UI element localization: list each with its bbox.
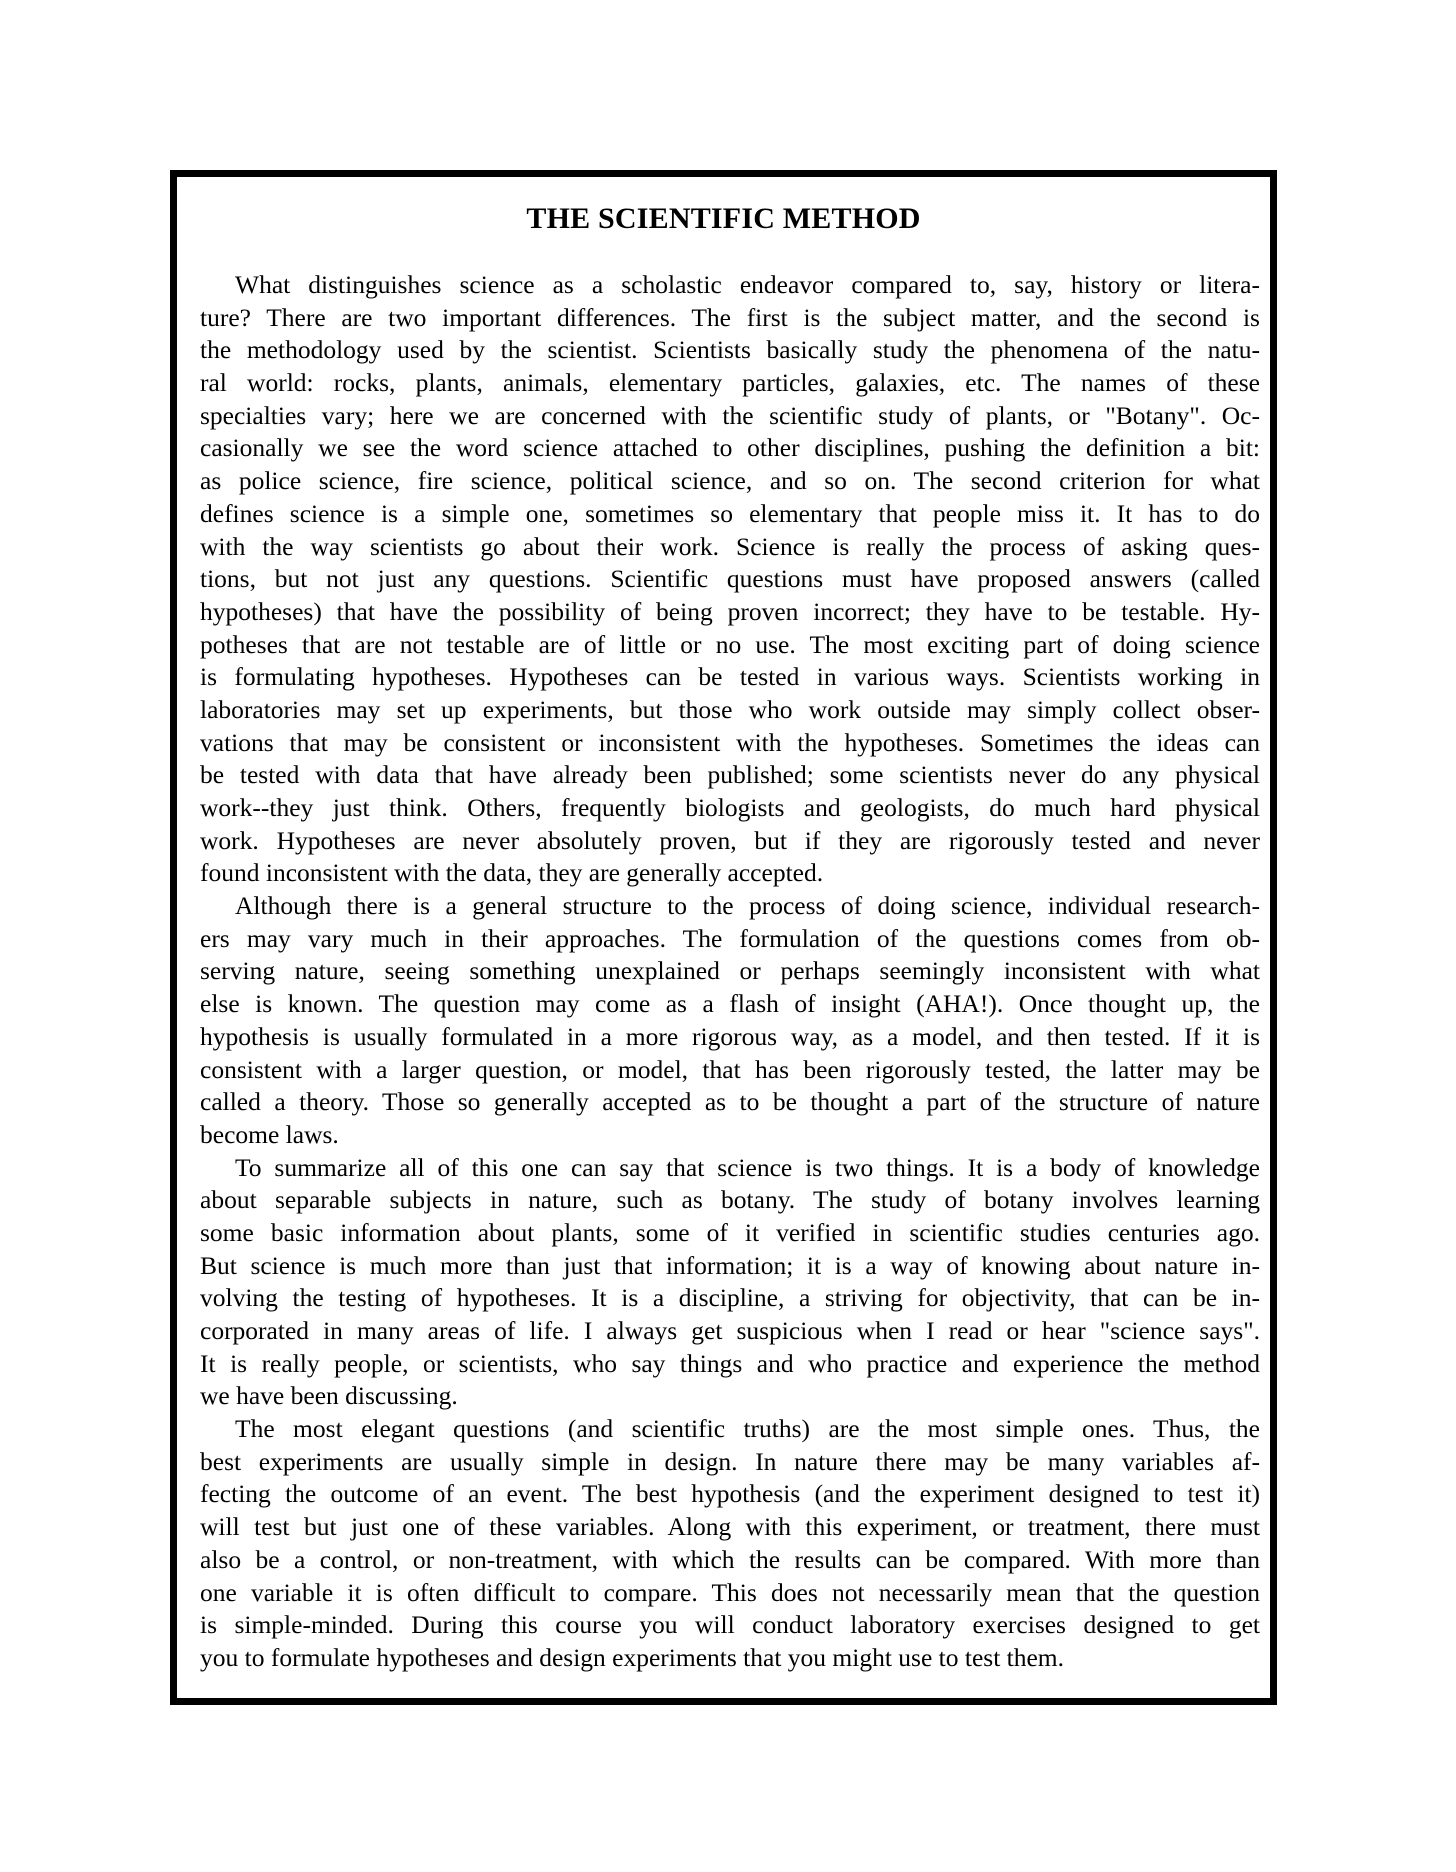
text-line: called a theory. Those so generally accepted as to be thought a part of the structure of nature [200, 1087, 1260, 1117]
text-line: defines science is a simple one, sometimes so elementary that people miss it. It has to do [200, 498, 1260, 528]
text-line: hypotheses) that have the possibility of being proven incorrect; they have to be testable. Hy- [200, 596, 1260, 626]
text-line: What distinguishes science as a scholastic endeavor compared to, say, history or litera- [235, 270, 1260, 299]
text-line: is simple-minded. During this course you will conduct laboratory exercises designed to get [200, 1610, 1260, 1640]
page-border-box [170, 170, 1277, 1705]
text-line: else is known. The question may come as a flash of insight (AHA!). Once thought up, the [200, 989, 1260, 1019]
paragraph [200, 269, 1260, 890]
text-line: some basic information about plants, some of it verified in scientific studies centuries ago. [200, 1217, 1260, 1247]
text-line: vations that may be consistent or inconsistent with the hypotheses. Sometimes the ideas can [200, 727, 1260, 757]
text-line: one variable it is often difficult to compare. This does not necessarily mean that the question [200, 1577, 1260, 1607]
paragraph [200, 890, 1260, 1152]
body-text [200, 269, 1260, 1675]
text-line: tions, but not just any questions. Scientific questions must have proposed answers (called [200, 564, 1260, 594]
text-line: potheses that are not testable are of little or no use. The most exciting part of doing science [200, 629, 1260, 659]
text-line: best experiments are usually simple in design. In nature there may be many variables af- [200, 1446, 1260, 1476]
text-line: be tested with data that have already been published; some scientists never do any physical [200, 760, 1260, 790]
text-line: you to formulate hypotheses and design experiments that you might use to test them. [200, 1642, 1065, 1672]
text-line: Although there is a general structure to the process of doing science, individual research- [235, 891, 1260, 921]
text-line: also be a control, or non-treatment, with which the results can be compared. With more than [200, 1544, 1260, 1574]
text-line: found inconsistent with the data, they are generally accepted. [200, 858, 824, 888]
text-line: serving nature, seeing something unexplained or perhaps seemingly inconsistent with what [200, 956, 1260, 986]
page-title: THE SCIENTIFIC METHOD [526, 202, 921, 235]
text-line: specialties vary; here we are concerned with the scientific study of plants, or "Botany". Oc- [200, 400, 1260, 430]
text-line: about separable subjects in nature, such as botany. The study of botany involves learning [200, 1185, 1260, 1215]
paragraph [200, 1152, 1260, 1414]
text-line: casionally we see the word science attached to other disciplines, pushing the definition a bit: [200, 433, 1260, 463]
text-line: become laws. [200, 1119, 339, 1149]
text-line: will test but just one of these variables. Along with this experiment, or treatment, there must [200, 1512, 1260, 1542]
text-line: volving the testing of hypotheses. It is a discipline, a striving for objectivity, that can be in- [200, 1283, 1260, 1313]
text-line: ers may vary much in their approaches. The formulation of the questions comes from ob- [200, 923, 1260, 953]
text-line: work--they just think. Others, frequently biologists and geologists, do much hard physical [200, 793, 1260, 822]
text-line: with the way scientists go about their work. Science is really the process of asking ques- [200, 531, 1260, 561]
text-line: It is really people, or scientists, who say things and who practice and experience the method [200, 1348, 1260, 1378]
text-line: ral world: rocks, plants, animals, elementary particles, galaxies, etc. The names of these [200, 368, 1260, 398]
text-line: The most elegant questions (and scientific truths) are the most simple ones. Thus, the [235, 1414, 1260, 1444]
text-line: ture? There are two important differences. The first is the subject matter, and the second is [200, 302, 1260, 332]
text-line: we have been discussing. [200, 1381, 458, 1411]
text-line: fecting the outcome of an event. The best hypothesis (and the experiment designed to test it) [200, 1479, 1260, 1509]
text-line: But science is much more than just that information; it is a way of knowing about nature in- [200, 1250, 1260, 1280]
text-line: work. Hypotheses are never absolutely proven, but if they are rigorously tested and never [200, 825, 1260, 855]
text-line: laboratories may set up experiments, but those who work outside may simply collect obser- [200, 694, 1260, 724]
text-line: the methodology used by the scientist. Scientists basically study the phenomena of the natu- [200, 335, 1260, 365]
text-line: is formulating hypotheses. Hypotheses can be tested in various ways. Scientists working in [200, 662, 1260, 692]
text-line: To summarize all of this one can say that science is two things. It is a body of knowledge [235, 1152, 1260, 1182]
text-line: consistent with a larger question, or model, that has been rigorously tested, the latter may be [200, 1054, 1260, 1084]
text-line: corporated in many areas of life. I always get suspicious when I read or hear "science says". [200, 1316, 1260, 1345]
paragraph [200, 1413, 1260, 1675]
text-line: as police science, fire science, political science, and so on. The second criterion for what [200, 466, 1260, 496]
text-line: hypothesis is usually formulated in a more rigorous way, as a model, and then tested. If it is [200, 1021, 1260, 1051]
